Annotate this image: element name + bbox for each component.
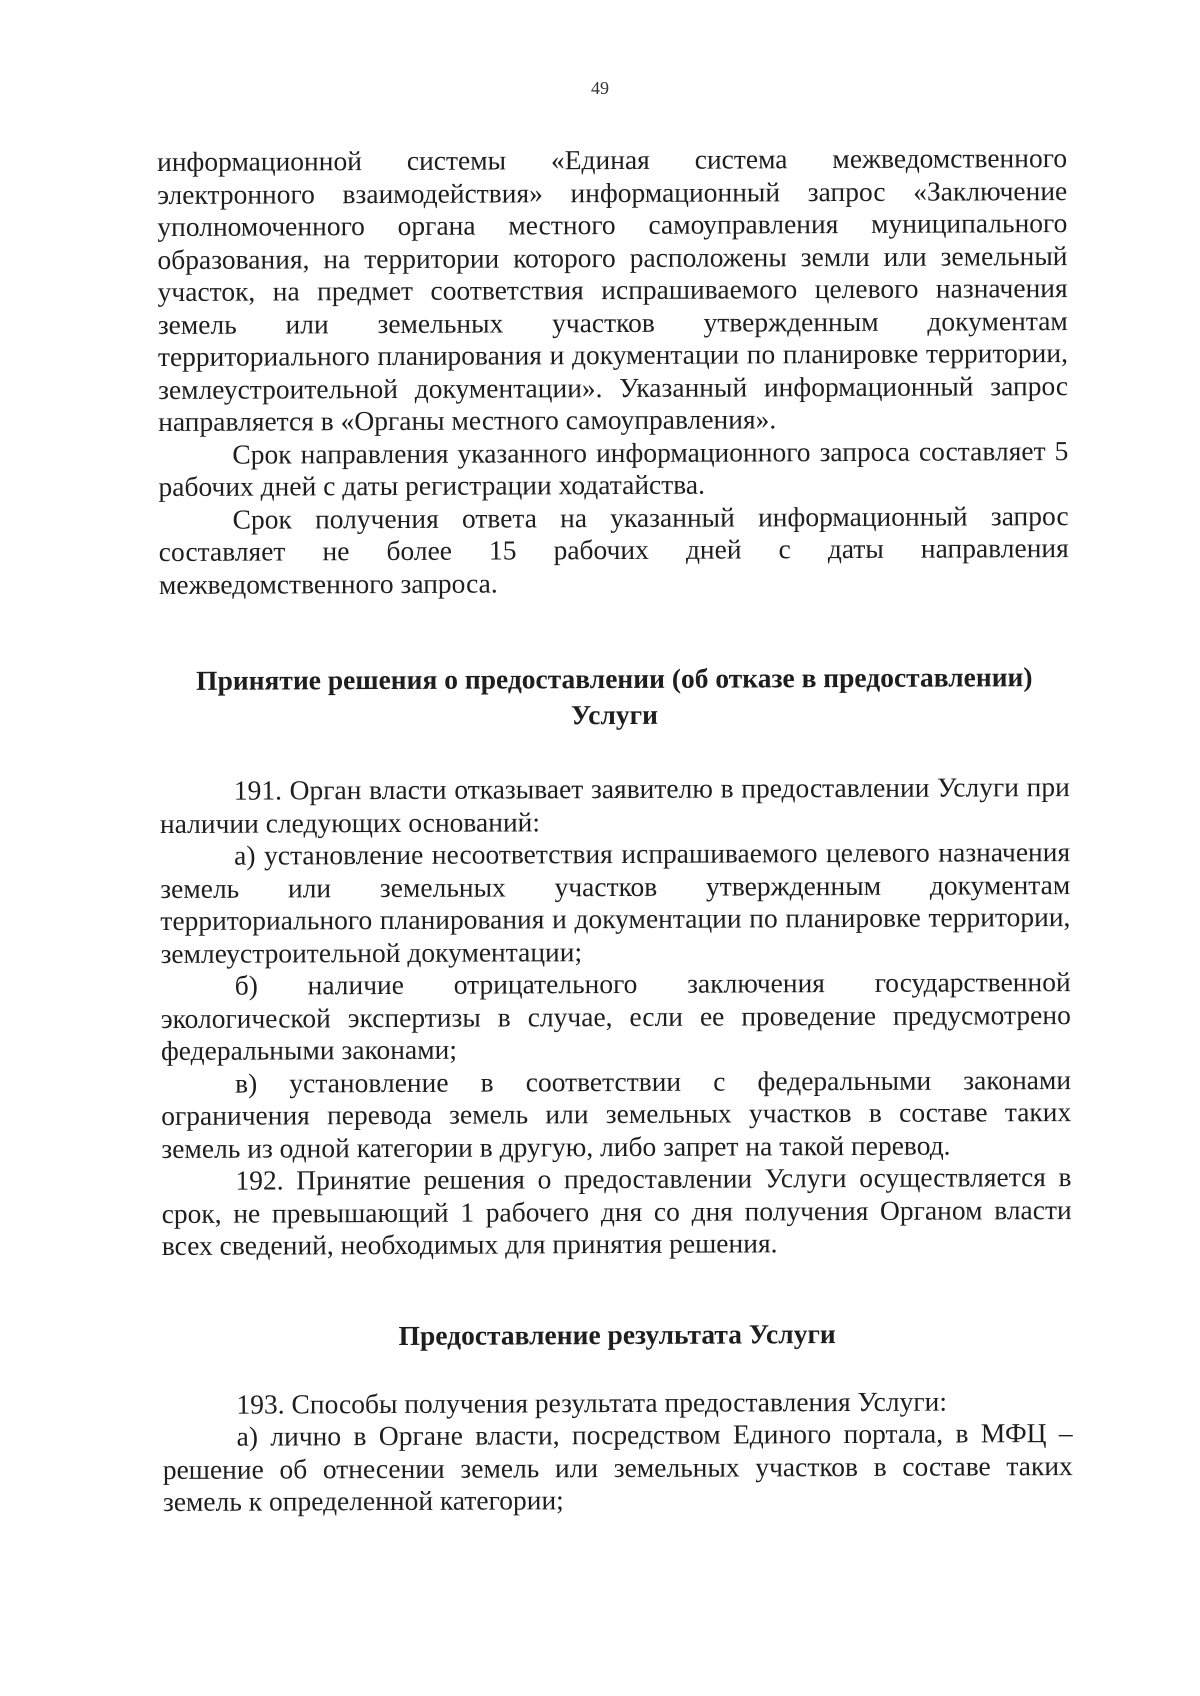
document-body xyxy=(157,142,1073,1518)
section-heading-decision-line-1: Принятие решения о предоставлении (об отказе в предоставлении) xyxy=(196,661,1033,696)
page-number: 49 xyxy=(591,78,609,98)
paragraph-response-period: Срок получения ответа на указанный информационный запрос составляет не более 15 рабочих дней с даты направления межведомственного запроса. xyxy=(158,499,1069,600)
section-heading-result: Предоставление результата Услуги xyxy=(398,1317,836,1351)
paragraph-191-refusal-grounds: 191. Орган власти отказывает заявителю в предоставлении Услуги при наличии следующих оснований: xyxy=(159,771,1070,839)
section-heading-decision-line-2: Услуги xyxy=(570,698,659,731)
list-item-b-negative-conclusion: б) наличие отрицательного заключения государственной экологической экспертизы в случае, если ее проведение предусмотрено федеральными законами; xyxy=(160,966,1071,1066)
paragraph-192-decision-term: 192. Принятие решения о предоставлении Услуги осуществляется в срок, не превышающий 1 рабочего дня со дня получения Органом власти всех сведений, необходимых для принятия решения. xyxy=(161,1161,1072,1261)
list-item-a-in-person: а) лично в Органе власти, посредством Единого портала, в МФЦ – решение об отнесении земель или земельных участков в составе таких земель к определенной категории; xyxy=(162,1417,1073,1517)
section-heading-decision xyxy=(159,659,1069,735)
paragraph-info-system-request: информационной системы «Единая система межведомственного электронного взаимодействия» информационный запрос «Заключение уполномоченного органа местного самоуправления муниципального образования, на территории которого расположены земли или земельный участок, на предмет соответствия испрашиваемого целевого назначения земель или земельных участков утвержденным документам территориального планирования и документации по планировке территории, землеустроительной документации». Указанный информационный запрос направляется в «Органы местного самоуправления». xyxy=(157,142,1069,437)
paragraph-193-result-methods: 193. Способы получения результата предоставления Услуги: xyxy=(236,1385,948,1420)
list-item-c-restriction: в) установление в соответствии с федеральными законами ограничения перевода земель или земельных участков в составе таких земель из одной категории в другую, либо запрет на такой перевод. xyxy=(161,1063,1072,1164)
paragraph-request-sending-period: Срок направления указанного информационного запроса составляет 5 рабочих дней с даты регистрации ходатайства. xyxy=(158,434,1069,502)
list-item-a-mismatch: а) установление несоответствия испрашиваемого целевого назначения земель или земельных участков утвержденным документам территориального планирования и документации по планировке территории, землеустроительной документации; xyxy=(160,836,1071,969)
